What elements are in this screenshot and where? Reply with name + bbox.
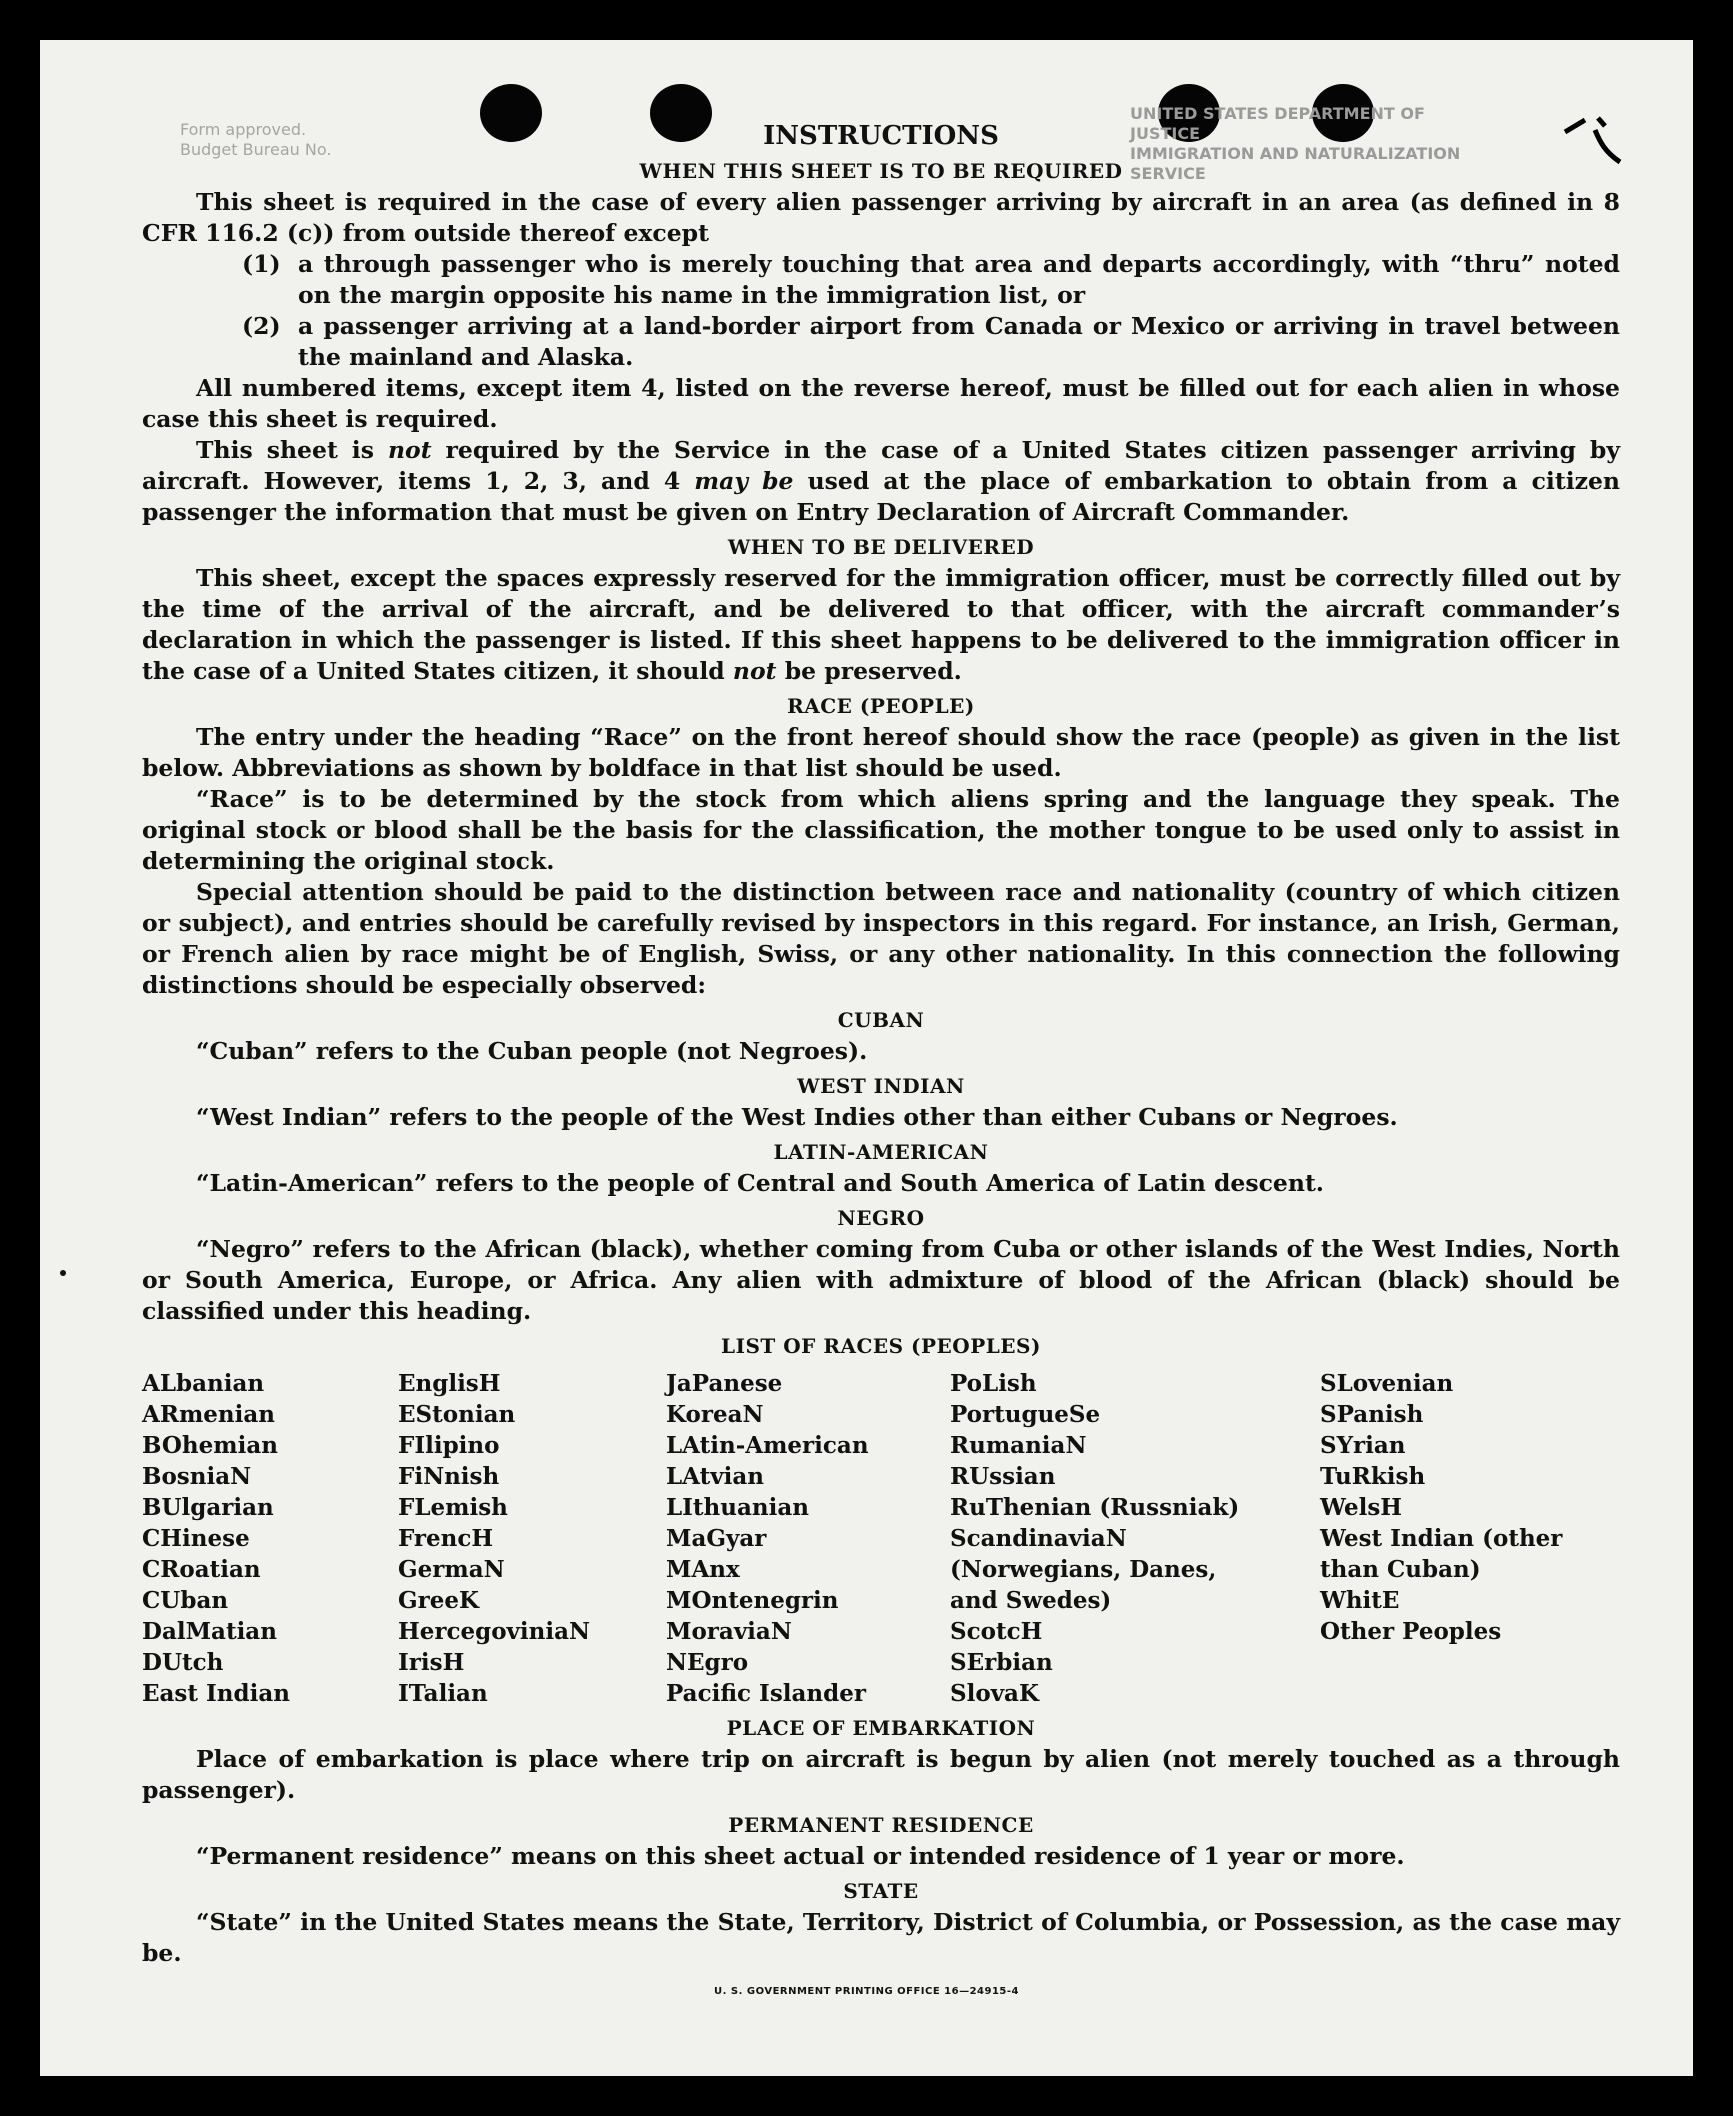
race-entry: FIlipino [398, 1432, 500, 1459]
race-entry: Other Peoples [1320, 1618, 1502, 1645]
section-heading: CUBAN [837, 1008, 925, 1032]
race-entry: WelsH [1320, 1494, 1403, 1521]
race-entry: HercegoviniaN [398, 1618, 591, 1645]
race-entry: RumaniaN [950, 1432, 1087, 1459]
list-text: a through passenger who is merely touching that area and departs accordingly, with “thru” noted on the margin opposite his name in the immigration list, or [298, 250, 1620, 309]
race-entry: CRoatian [142, 1556, 261, 1583]
paragraph: “State” in the United States means the State, Territory, District of Columbia, or Possession, as the case may be. [142, 1908, 1620, 1967]
printer-imprint: U. S. GOVERNMENT PRINTING OFFICE 16—24915-4 [714, 1986, 1019, 1997]
race-entry: NEgro [666, 1649, 749, 1676]
race-entry: BosniaN [142, 1463, 252, 1490]
section-heading: NEGRO [837, 1206, 925, 1230]
race-column [1320, 1368, 1620, 1709]
list-item [142, 311, 1620, 373]
race-entry: MoraviaN [666, 1618, 792, 1645]
race-entry: GreeK [398, 1587, 480, 1614]
race-entry: DUtch [142, 1649, 224, 1676]
paragraph: “Race” is to be determined by the stock from which aliens spring and the language they speak. The original stock or blood shall be the basis for the classification, the mother tongue to be used only to assist in determining the original stock. [142, 785, 1620, 875]
paragraph: “Cuban” refers to the Cuban people (not Negroes). [196, 1037, 868, 1065]
section-heading: WHEN THIS SHEET IS TO BE REQUIRED [639, 159, 1123, 183]
section-heading: RACE (PEOPLE) [787, 694, 975, 718]
list-item [142, 249, 1620, 311]
paragraph: “West Indian” refers to the people of the West Indies other than either Cubans or Negroes. [196, 1103, 1398, 1131]
bleed-through-right: UNITED STATES DEPARTMENT OF JUSTICE IMMIGRATION AND NATURALIZATION SERVICE [1130, 104, 1461, 183]
race-entry: PoLish [950, 1370, 1037, 1397]
race-entry: West Indian (other than Cuban) [1320, 1525, 1563, 1583]
race-entry: EStonian [398, 1401, 516, 1428]
paragraph: “Negro” refers to the African (black), whether coming from Cuba or other islands of the West Indies, North or South America, Europe, or Africa. Any alien with admixture of blood of the African (black) should be classified under this heading. [142, 1235, 1620, 1325]
paragraph: “Latin-American” refers to the people of Central and South America of Latin descent. [196, 1169, 1324, 1197]
race-entry: FiNnish [398, 1463, 500, 1490]
race-entry: SLovenian [1320, 1370, 1454, 1397]
race-entry: FrencH [398, 1525, 494, 1552]
race-entry: DalMatian [142, 1618, 277, 1645]
race-entry: PortugueSe [950, 1401, 1101, 1428]
race-entry: EnglisH [398, 1370, 501, 1397]
race-entry: GermaN [398, 1556, 505, 1583]
race-entry: ALbanian [142, 1370, 265, 1397]
race-entry: MOntenegrin [666, 1587, 839, 1614]
race-column [950, 1368, 1320, 1709]
instructions-body [142, 120, 1620, 1969]
ink-speck [60, 1270, 66, 1276]
race-entry: MaGyar [666, 1525, 767, 1552]
paragraph: “Permanent residence” means on this sheet actual or intended residence of 1 year or more. [196, 1842, 1405, 1870]
race-entry: SErbian [950, 1649, 1053, 1676]
race-entry: BOhemian [142, 1432, 278, 1459]
race-column [666, 1368, 950, 1709]
bleed-through-left: Form approved. Budget Bureau No. [180, 120, 332, 159]
race-entry: MAnx [666, 1556, 740, 1583]
paragraph: The entry under the heading “Race” on the front hereof should show the race (people) as given in the list below. Abbreviations as shown by boldface in that list should be used. [142, 723, 1620, 782]
race-entry: LIthuanian [666, 1494, 809, 1521]
race-entry: CHinese [142, 1525, 250, 1552]
race-entry: KoreaN [666, 1401, 764, 1428]
race-entry: BUlgarian [142, 1494, 274, 1521]
race-entry: East Indian [142, 1680, 290, 1707]
race-entry: LAtin-American [666, 1432, 869, 1459]
race-entry: Pacific Islander [666, 1680, 866, 1707]
section-heading: PERMANENT RESIDENCE [728, 1813, 1034, 1837]
section-heading: WHEN TO BE DELIVERED [727, 535, 1035, 559]
section-heading: WEST INDIAN [797, 1074, 965, 1098]
race-entry: SlovaK [950, 1680, 1039, 1707]
race-entry: TuRkish [1320, 1463, 1426, 1490]
section-heading: LATIN-AMERICAN [773, 1140, 989, 1164]
race-entry: FLemish [398, 1494, 508, 1521]
race-column [142, 1368, 398, 1709]
paragraph: Special attention should be paid to the distinction between race and nationality (country of which citizen or subject), and entries should be carefully revised by inspectors in this regard. For instance, an Irish, German, or French alien by race might be of English, Swiss, or any other nationality. In this connection the following distinctions should be especially observed: [142, 878, 1620, 999]
race-entry: SYrian [1320, 1432, 1406, 1459]
list-number: (1) [242, 250, 281, 278]
race-column [398, 1368, 666, 1709]
race-entry: RUssian [950, 1463, 1056, 1490]
paragraph: Place of embarkation is place where trip on aircraft is begun by alien (not merely touched as a through passenger). [142, 1745, 1620, 1804]
race-entry: LAtvian [666, 1463, 764, 1490]
document-sheet [40, 40, 1693, 2076]
list-text: a passenger arriving at a land-border airport from Canada or Mexico or arriving in travel between the mainland and Alaska. [298, 312, 1620, 371]
race-entry: RuThenian (Russniak) [950, 1494, 1240, 1521]
section-heading: STATE [843, 1879, 919, 1903]
list-number: (2) [242, 312, 281, 340]
section-heading: PLACE OF EMBARKATION [726, 1716, 1036, 1740]
section-heading: LIST OF RACES (PEOPLES) [721, 1334, 1041, 1358]
paragraph: This sheet is not required by the Service in the case of a United States citizen passenger arriving by aircraft. However, items 1, 2, 3, and 4 may be used at the place of embarkation to obtain from a citizen passenger the information that must be given on Entry Declaration of Aircraft Commander. [142, 436, 1621, 526]
race-list [142, 1368, 1620, 1709]
paragraph: All numbered items, except item 4, listed on the reverse hereof, must be filled out for each alien in whose case this sheet is required. [142, 374, 1620, 433]
race-entry: ScandinaviaN (Norwegians, Danes, and Swedes) [950, 1525, 1217, 1614]
race-entry: CUban [142, 1587, 229, 1614]
race-entry: SPanish [1320, 1401, 1424, 1428]
race-entry: ARmenian [142, 1401, 276, 1428]
race-entry: WhitE [1320, 1587, 1400, 1614]
race-entry: IrisH [398, 1649, 465, 1676]
race-entry: JaPanese [666, 1370, 783, 1397]
page-title: INSTRUCTIONS [763, 121, 999, 151]
race-entry: ScotcH [950, 1618, 1043, 1645]
paragraph: This sheet, except the spaces expressly reserved for the immigration officer, must be correctly filled out by the time of the arrival of the aircraft, and be delivered to that officer, with the aircraft commander’s declaration in which the passenger is listed. If this sheet happens to be delivered to the immigration officer in the case of a United States citizen, it should not be preserved. [142, 564, 1620, 685]
paragraph: This sheet is required in the case of every alien passenger arriving by aircraft in an area (as defined in 8 CFR 116.2 (c)) from outside thereof except [142, 188, 1620, 247]
race-entry: ITalian [398, 1680, 488, 1707]
